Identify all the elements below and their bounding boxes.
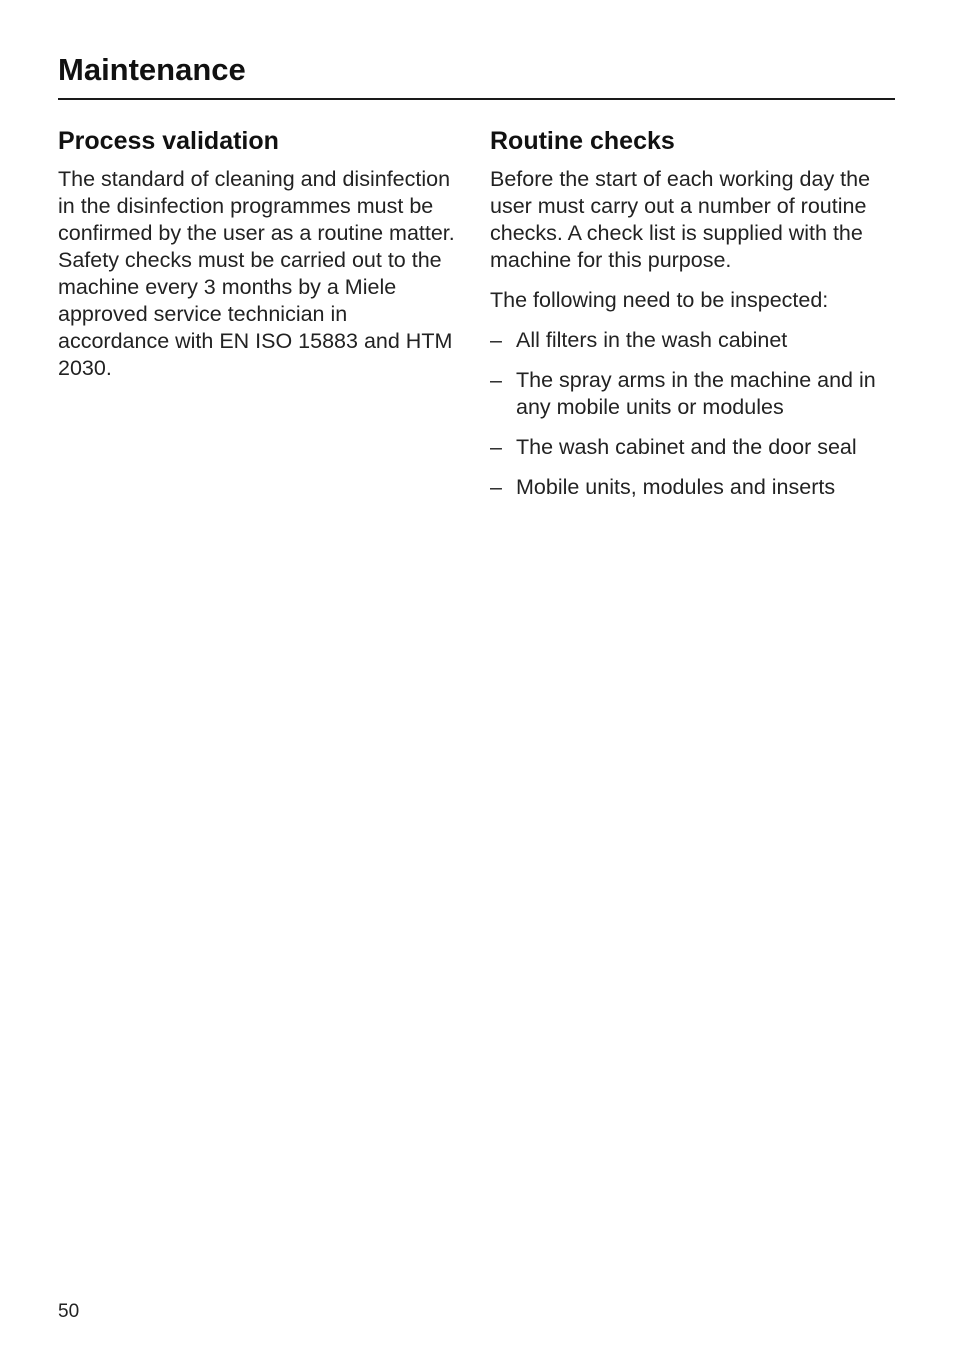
list-item-text: All filters in the wash cabinet — [516, 328, 788, 352]
list-item — [490, 434, 900, 461]
dash-bullet: – — [490, 475, 502, 499]
routine-checks-intro: Before the start of each working day the user must carry out a number of routine checks. A check list is supplied with the machine for this purpose. — [490, 167, 871, 272]
process-validation-paragraph: Safety checks must be carried out to the machine every 3 months by a Miele approved service technician in accordance with EN ISO 15883 and HTM 2030. — [58, 248, 453, 380]
inspection-list — [490, 327, 900, 501]
list-item-text: The spray arms in the machine and in any mobile units or modules — [516, 368, 876, 419]
dash-bullet: – — [490, 328, 502, 352]
dash-bullet: – — [490, 368, 502, 392]
process-validation-paragraph: The standard of cleaning and disinfection in the disinfection programmes must be confirmed by the user as a routine matter. — [58, 167, 455, 245]
routine-checks-section — [490, 124, 900, 514]
list-item — [490, 474, 900, 501]
process-validation-heading: Process validation — [58, 127, 279, 155]
page-title: Maintenance — [58, 52, 246, 87]
list-item — [490, 327, 900, 354]
list-item-text: The wash cabinet and the door seal — [516, 435, 857, 459]
title-divider — [58, 98, 895, 100]
list-item-text: Mobile units, modules and inserts — [516, 475, 836, 499]
routine-checks-lead: The following need to be inspected: — [490, 288, 829, 312]
list-item — [490, 367, 900, 421]
routine-checks-heading: Routine checks — [490, 127, 675, 155]
dash-bullet: – — [490, 435, 502, 459]
page-number: 50 — [58, 1301, 80, 1322]
process-validation-section — [58, 124, 463, 382]
